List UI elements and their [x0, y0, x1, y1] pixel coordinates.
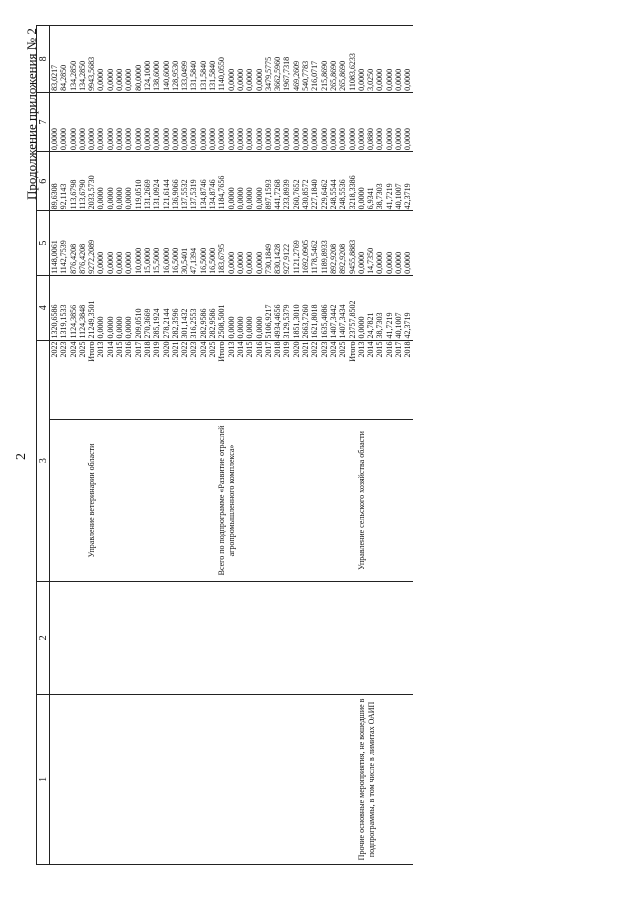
amount-value: 830,1428 [273, 243, 283, 274]
amount-value: 0,0000 [226, 128, 236, 151]
amount-value: 10,0000 [133, 247, 143, 274]
amount-cell-c8 [217, 26, 356, 93]
amount-value: 0,0000 [245, 251, 255, 274]
amount-value: 0,0880 [366, 128, 376, 151]
amount-value: 248,5536 [338, 179, 348, 210]
amount-value: 0,0000 [68, 128, 78, 151]
amount-value: 441,7268 [273, 179, 283, 210]
amount-value: 9943,5683 [87, 56, 97, 91]
amount-value: 0,0000 [235, 187, 245, 210]
year-value: Итого [87, 341, 97, 362]
amount-value: 0,0000 [105, 251, 115, 274]
amount-value: 0,0000 [217, 128, 227, 151]
amount-value: 0,0000 [356, 187, 366, 210]
column-header-7: 7 [37, 92, 50, 151]
amount-value: 0,0000 [105, 316, 115, 339]
amount-value: 469,2609 [291, 60, 301, 91]
measure-name-cell [217, 694, 356, 864]
page-number: 2 [14, 453, 29, 460]
amount-value: 0,0000 [161, 128, 171, 151]
amount-value: 0,0000 [263, 128, 273, 151]
amount-value: 430,8572 [301, 179, 311, 210]
year-cell [87, 340, 217, 420]
amount-value: 9455,8883 [347, 239, 357, 274]
measure-name-cell [87, 694, 217, 864]
amount-value: 2508,5001 [217, 304, 227, 339]
amount-value: 0,0000 [115, 316, 125, 339]
year-value: 2023 [189, 341, 199, 358]
year-value: 2017 [393, 341, 403, 358]
year-value: 2015 [245, 341, 255, 358]
amount-cell-c7 [50, 92, 88, 151]
amount-value: 89,6308 [50, 183, 59, 210]
amount-cell-c8 [87, 26, 217, 93]
amount-value: 301,1432 [180, 308, 190, 339]
year-value: 2024 [68, 341, 78, 358]
year-value: 2018 [273, 341, 283, 358]
amount-value: 1635,4086 [319, 304, 329, 339]
year-value: 2022 [310, 341, 320, 358]
amount-cell-c7 [87, 92, 217, 151]
amount-value: 113,6798 [68, 179, 78, 210]
amount-cell-c5 [217, 211, 356, 276]
amount-value: 0,0000 [96, 68, 106, 91]
table-row [357, 26, 413, 865]
year-value: 2023 [59, 341, 69, 358]
amount-value: 285,1924 [152, 308, 162, 339]
amount-value: 40,1007 [393, 312, 403, 339]
amount-value: 131,5840 [189, 60, 199, 91]
year-value: 2023 [319, 341, 329, 358]
amount-value: 0,0000 [273, 128, 283, 151]
amount-value: 38,7303 [375, 183, 385, 210]
year-value: 2014 [105, 341, 115, 358]
amount-value: 0,0000 [152, 128, 162, 151]
amount-value: 11083,6233 [347, 53, 357, 91]
amount-value: 3129,5379 [282, 304, 292, 339]
column-header-5: 5 [37, 211, 50, 276]
amount-value: 1621,8018 [310, 304, 320, 339]
amount-value: 16,5000 [198, 247, 208, 274]
responsible-cell [87, 581, 217, 694]
amount-value: 0,0000 [115, 68, 125, 91]
table-body [50, 26, 413, 865]
amount-value: 229,6462 [319, 179, 329, 210]
amount-value: 42,3719 [403, 312, 413, 339]
amount-value: 0,0000 [96, 128, 106, 151]
amount-value: 0,0000 [245, 128, 255, 151]
amount-value: 1692,0905 [301, 239, 311, 274]
amount-value: 892,9208 [338, 243, 348, 274]
year-value: 2013 [356, 341, 366, 358]
amount-value: 0,0000 [347, 128, 357, 151]
responsible-cell [217, 581, 356, 694]
amount-value: 1967,7318 [282, 56, 292, 91]
amount-value: 128,9530 [170, 60, 180, 91]
amount-value: 136,9066 [170, 179, 180, 210]
year-value: Итого [347, 341, 357, 362]
amount-value: 23757,8502 [347, 300, 357, 339]
amount-value: 16,5000 [208, 247, 218, 274]
amount-value: 227,1840 [310, 179, 320, 210]
amount-value: 1407,3434 [338, 304, 348, 339]
amount-value: 0,0000 [96, 187, 106, 210]
amount-value: 730,1849 [263, 243, 273, 274]
year-cell [357, 340, 413, 420]
amount-value: 131,5840 [208, 60, 218, 91]
budget-table [36, 25, 413, 865]
responsible-cell [50, 581, 88, 694]
amount-value: 137,5532 [180, 179, 190, 210]
amount-value: 38,7303 [375, 312, 385, 339]
amount-value: 0,0000 [124, 251, 134, 274]
amount-value: 0,0000 [393, 128, 403, 151]
amount-value: 0,0000 [254, 251, 264, 274]
amount-value: 134,8746 [198, 179, 208, 210]
amount-value: 2033,5730 [87, 175, 97, 210]
amount-value: 1148,0061 [50, 240, 59, 274]
amount-value: 215,8690 [319, 60, 329, 91]
amount-value: 1184,7656 [217, 175, 227, 210]
executor-cell: Всего по подпрограмме «Развитие отраслей агропромышленного комплекса» [217, 420, 356, 582]
year-value: 2025 [208, 341, 218, 358]
amount-value: 0,0000 [124, 187, 134, 210]
amount-value: 316,2553 [189, 308, 199, 339]
amount-value: 0,0000 [319, 128, 329, 151]
amount-value: 1124,3856 [68, 304, 78, 339]
amount-value: 113,6790 [77, 179, 87, 210]
amount-value: 183,6795 [217, 243, 227, 274]
amount-value: 1121,2769 [291, 240, 301, 274]
amount-value: 0,0000 [356, 128, 366, 151]
amount-value: 0,0000 [375, 68, 385, 91]
amount-value: 0,0000 [235, 68, 245, 91]
amount-value: 0,0000 [235, 251, 245, 274]
year-value: 2024 [328, 341, 338, 358]
amount-value: 1851,3010 [291, 304, 301, 339]
year-value: 2020 [291, 341, 301, 358]
amount-value: 21249,3501 [87, 300, 97, 339]
year-value: 2017 [133, 341, 143, 358]
amount-cell-c5 [87, 211, 217, 276]
amount-value: 0,0000 [393, 251, 403, 274]
amount-value: 282,9586 [208, 308, 218, 339]
amount-value: 0,0000 [50, 128, 59, 151]
amount-value: 282,3596 [170, 308, 180, 339]
amount-value: 137,5319 [189, 179, 199, 210]
amount-value: 16,0000 [161, 247, 171, 274]
amount-value: 0,0000 [245, 68, 255, 91]
amount-value: 216,0717 [310, 60, 320, 91]
amount-value: 124,1000 [142, 60, 152, 91]
amount-value: 47,1394 [189, 247, 199, 274]
amount-value: 278,2144 [161, 308, 171, 339]
amount-value: 3218,3386 [347, 175, 357, 210]
column-header-2: 2 [37, 581, 50, 694]
amount-value: 0,0000 [124, 68, 134, 91]
amount-value: 0,0000 [105, 187, 115, 210]
year-value: 2018 [403, 341, 413, 358]
year-value: 2015 [375, 341, 385, 358]
amount-value: 0,0000 [96, 316, 106, 339]
year-value: 2016 [384, 341, 394, 358]
responsible-cell [357, 581, 413, 694]
amount-value: 5106,9217 [263, 304, 273, 339]
amount-value: 0,0000 [375, 128, 385, 151]
amount-value: 282,9586 [198, 308, 208, 339]
amount-value: 134,8746 [208, 179, 218, 210]
amount-value: 1189,8933 [319, 240, 329, 274]
column-number-row [37, 26, 50, 865]
year-value: 2022 [180, 341, 190, 358]
amount-value: 6,9341 [366, 187, 376, 210]
year-value: 2024 [198, 341, 208, 358]
amount-value: 41,7219 [384, 312, 394, 339]
year-value: 2017 [263, 341, 273, 358]
amount-cell-c4 [50, 275, 88, 340]
amount-value: 0,0000 [105, 68, 115, 91]
amount-value: 0,0000 [356, 316, 366, 339]
amount-value: 0,0000 [226, 68, 236, 91]
amount-value: 233,8939 [282, 179, 292, 210]
amount-value: 1140,0550 [217, 57, 227, 91]
year-value: 2019 [152, 341, 162, 358]
amount-value: 15,5000 [152, 247, 162, 274]
executor-cell: Управление ветеринарии области [87, 420, 217, 582]
amount-value: 0,0000 [226, 187, 236, 210]
amount-value: 0,0000 [115, 128, 125, 151]
amount-value: 9272,2089 [87, 239, 97, 274]
column-header-3: 3 [37, 340, 50, 581]
year-value: 2013 [96, 341, 106, 358]
amount-value: 0,0000 [328, 128, 338, 151]
year-value: 2021 [170, 341, 180, 358]
amount-cell-c4 [357, 275, 413, 340]
amount-value: 0,0000 [115, 187, 125, 210]
amount-value: 0,0000 [254, 316, 264, 339]
amount-value: 134,2850 [68, 60, 78, 91]
amount-value: 0,0000 [254, 187, 264, 210]
amount-value: 897,1593 [263, 179, 273, 210]
amount-value: 0,0000 [189, 128, 199, 151]
amount-value: 0,0000 [198, 128, 208, 151]
amount-value: 876,4208 [77, 243, 87, 274]
amount-cell-c4 [217, 275, 356, 340]
amount-value: 119,0510 [133, 179, 143, 210]
amount-value: 0,0000 [384, 68, 394, 91]
amount-value: 0,0000 [356, 68, 366, 91]
amount-value: 3662,5960 [273, 56, 283, 91]
year-value: 2013 [226, 341, 236, 358]
amount-value: 84,2850 [59, 64, 69, 91]
year-value: 2025 [338, 341, 348, 358]
column-header-8: 8 [37, 26, 50, 93]
amount-value: 42,3719 [403, 183, 413, 210]
amount-value: 265,8690 [328, 60, 338, 91]
year-value: Итого [217, 341, 227, 362]
amount-value: 0,0000 [235, 128, 245, 151]
amount-value: 0,0000 [170, 128, 180, 151]
amount-value: 0,0000 [254, 128, 264, 151]
amount-value: 80,0000 [133, 64, 143, 91]
year-cell [50, 340, 88, 420]
amount-value: 1320,6586 [50, 304, 59, 339]
year-value: 2014 [366, 341, 376, 358]
year-value: 2020 [161, 341, 171, 358]
executor-cell: Управление сельского хозяйства области [357, 420, 413, 582]
amount-value: 0,0000 [245, 316, 255, 339]
amount-value: 0,0000 [375, 251, 385, 274]
amount-cell-c5 [357, 211, 413, 276]
amount-value: 131,5840 [198, 60, 208, 91]
amount-value: 260,7652 [291, 179, 301, 210]
amount-value: 140,6000 [161, 60, 171, 91]
amount-cell-c7 [357, 92, 413, 151]
amount-value: 0,0000 [77, 128, 87, 151]
amount-value: 0,0000 [124, 316, 134, 339]
amount-value: 0,0000 [301, 128, 311, 151]
amount-value: 138,6000 [152, 60, 162, 91]
amount-value: 0,0000 [245, 187, 255, 210]
year-value: 2016 [124, 341, 134, 358]
amount-value: 0,0000 [180, 128, 190, 151]
amount-cell-c8 [50, 26, 88, 93]
amount-value: 0,0000 [235, 316, 245, 339]
amount-value: 14,7350 [366, 247, 376, 274]
amount-value: 0,0000 [142, 128, 152, 151]
column-header-6: 6 [37, 152, 50, 211]
amount-value: 1319,1533 [59, 304, 69, 339]
table-row [87, 26, 217, 865]
amount-cell-c8 [357, 26, 413, 93]
year-cell [217, 340, 356, 420]
measure-name-cell [50, 694, 88, 864]
amount-value: 1124,3848 [77, 304, 87, 339]
amount-value: 0,0000 [403, 68, 413, 91]
amount-value: 133,0499 [180, 60, 190, 91]
amount-value: 265,8690 [338, 60, 348, 91]
year-value: 2025 [77, 341, 87, 358]
amount-value: 16,5000 [170, 247, 180, 274]
amount-cell-c7 [217, 92, 356, 151]
year-value: 2014 [235, 341, 245, 358]
amount-value: 92,1143 [59, 183, 69, 210]
amount-value: 131,0924 [152, 179, 162, 210]
table-row [50, 26, 88, 865]
amount-cell-c4 [87, 275, 217, 340]
year-value: 2018 [142, 341, 152, 358]
amount-value: 0,0000 [226, 316, 236, 339]
amount-value: 0,0000 [310, 128, 320, 151]
amount-value: 2663,7260 [301, 304, 311, 339]
amount-cell-c6 [217, 152, 356, 211]
amount-value: 15,0000 [142, 247, 152, 274]
column-header-1: 1 [37, 694, 50, 864]
amount-value: 540,7783 [301, 60, 311, 91]
amount-value: 0,0000 [356, 251, 366, 274]
measure-name-cell: Прочие основные мероприятия, не вошедшие в подпрограммы, в том числе в лимитах ОАИП [357, 694, 413, 864]
amount-value: 0,0000 [124, 128, 134, 151]
amount-value: 0,0000 [59, 128, 69, 151]
amount-value: 0,0000 [105, 128, 115, 151]
amount-value: 248,5544 [328, 179, 338, 210]
table-row [217, 26, 356, 865]
year-value: 2021 [301, 341, 311, 358]
amount-value: 0,0000 [338, 128, 348, 151]
amount-value: 83,0217 [50, 64, 59, 91]
amount-value: 30,5401 [180, 247, 190, 274]
amount-value: 1142,7539 [59, 240, 69, 274]
amount-value: 40,1007 [393, 183, 403, 210]
year-value: 2016 [254, 341, 264, 358]
amount-value: 4934,4656 [273, 304, 283, 339]
amount-value: 209,0510 [133, 308, 143, 339]
amount-value: 3,0250 [366, 68, 376, 91]
column-header-4: 4 [37, 275, 50, 340]
amount-value: 0,0000 [384, 251, 394, 274]
year-value: 2019 [282, 341, 292, 358]
amount-value: 121,6144 [161, 179, 171, 210]
amount-value: 0,0000 [282, 128, 292, 151]
amount-value: 24,7821 [366, 312, 376, 339]
amount-value: 0,0000 [133, 128, 143, 151]
continuation-title: Продолжение приложения № 2 [24, 28, 39, 200]
amount-value: 0,0000 [384, 128, 394, 151]
amount-cell-c6 [87, 152, 217, 211]
amount-cell-c6 [50, 152, 88, 211]
amount-value: 41,7219 [384, 183, 394, 210]
amount-value: 0,0000 [115, 251, 125, 274]
amount-value: 3479,5775 [263, 56, 273, 91]
amount-cell-c5 [50, 211, 88, 276]
amount-value: 1178,5462 [310, 240, 320, 274]
amount-value: 0,0000 [96, 251, 106, 274]
amount-value: 0,0000 [208, 128, 218, 151]
amount-value: 131,2669 [142, 179, 152, 210]
amount-cell-c6 [357, 152, 413, 211]
amount-value: 270,3669 [142, 308, 152, 339]
amount-value: 134,2850 [77, 60, 87, 91]
amount-value: 0,0000 [393, 68, 403, 91]
year-value: 2022 [50, 341, 59, 358]
amount-value: 892,9208 [328, 243, 338, 274]
amount-value: 0,0000 [254, 68, 264, 91]
executor-cell [50, 420, 88, 582]
amount-value: 876,4208 [68, 243, 78, 274]
amount-value: 0,0000 [87, 128, 97, 151]
amount-value: 0,0000 [403, 251, 413, 274]
amount-value: 0,0000 [226, 251, 236, 274]
amount-value: 0,0000 [291, 128, 301, 151]
year-value: 2015 [115, 341, 125, 358]
amount-value: 927,9122 [282, 243, 292, 274]
amount-value: 1407,3442 [328, 304, 338, 339]
amount-value: 0,0000 [403, 128, 413, 151]
